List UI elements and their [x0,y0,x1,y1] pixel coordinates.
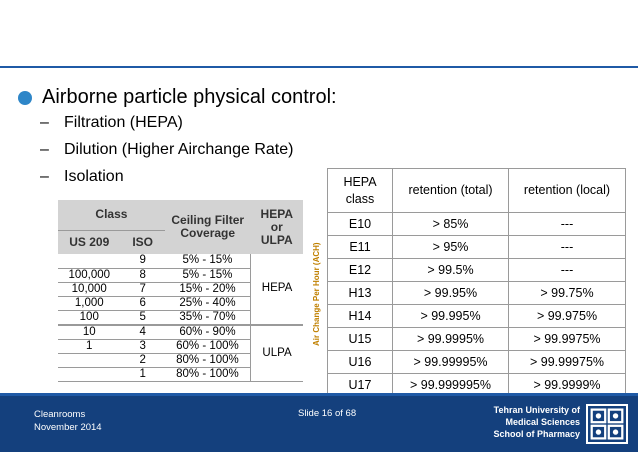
cell-coverage: 60% - 100% [165,339,251,353]
cell-class: H14 [328,305,393,328]
header-class: Class [58,200,165,230]
sub-bullet-dilution [40,141,293,159]
cell-total: > 99.995% [393,305,509,328]
cell-total: > 99.99995% [393,351,509,374]
cell-iso: 6 [121,296,165,310]
cell-local: --- [509,259,626,282]
table-row [328,328,626,351]
cell-total: > 99.9995% [393,328,509,351]
cell-us209: 10,000 [58,282,121,296]
header-ceiling-coverage: Ceiling Filter Coverage [165,200,251,254]
cell-total: > 99.5% [393,259,509,282]
cell-coverage: 35% - 70% [165,310,251,325]
cell-us209: 1 [58,339,121,353]
main-bullet-text: Airborne particle physical control: [42,86,337,108]
cell-us209: 100 [58,310,121,325]
cell-iso: 4 [121,325,165,340]
cell-us209: 10 [58,325,121,340]
cell-class: E12 [328,259,393,282]
cell-total: > 99.999995% [393,374,509,397]
hepa-class-table [327,168,626,397]
institution-line-3: School of Pharmacy [493,429,580,439]
table-row [328,259,626,282]
footer-institution [493,404,580,440]
bullet-dot-icon [18,91,32,105]
cell-local: > 99.975% [509,305,626,328]
title-divider [0,66,638,68]
cell-coverage: 25% - 40% [165,296,251,310]
ach-axis-label-text: Air Change Per Hour (ACH) [312,242,321,346]
cell-iso: 2 [121,353,165,367]
cell-total: > 85% [393,213,509,236]
cell-class: U16 [328,351,393,374]
table-row [328,351,626,374]
cell-iso: 3 [121,339,165,353]
header-hepa-ulpa: HEPA or ULPA [251,200,303,254]
cell-iso: 5 [121,310,165,325]
cell-us209 [58,353,121,367]
cell-local: --- [509,213,626,236]
table-row [328,236,626,259]
dash: – [40,168,49,185]
group-hepa: HEPA [251,254,303,325]
cell-class: E10 [328,213,393,236]
header-retention-local: retention (local) [509,169,626,213]
table-header-row [58,200,303,230]
slide-number: Slide 16 of 68 [298,408,357,419]
sub-bullet-text: Dilution (Higher Airchange Rate) [64,141,294,158]
sub-bullet-filtration [40,114,183,132]
sub-bullet-text: Filtration (HEPA) [64,114,183,131]
header-us209: US 209 [58,230,121,254]
cell-local: --- [509,236,626,259]
cell-local: > 99.9975% [509,328,626,351]
table-row [58,325,303,340]
cleanroom-class-table [58,200,303,382]
cell-local: > 99.99975% [509,351,626,374]
ach-axis-label [312,236,326,346]
cell-coverage: 80% - 100% [165,367,251,381]
cell-coverage: 60% - 90% [165,325,251,340]
cell-us209: 1,000 [58,296,121,310]
cell-class: E11 [328,236,393,259]
cell-iso: 8 [121,268,165,282]
cell-local: > 99.9999% [509,374,626,397]
cell-class: H13 [328,282,393,305]
cell-coverage: 15% - 20% [165,282,251,296]
table-row [328,213,626,236]
cell-iso: 1 [121,367,165,381]
table-row [328,282,626,305]
cell-local: > 99.75% [509,282,626,305]
header-retention-total: retention (total) [393,169,509,213]
table-row [328,305,626,328]
sub-bullet-isolation [40,168,124,186]
header-iso: ISO [121,230,165,254]
footer-date: November 2014 [34,422,102,433]
slide-footer [0,396,638,452]
institution-line-1: Tehran University of [493,405,580,415]
cell-coverage: 5% - 15% [165,254,251,268]
cell-us209 [58,367,121,381]
cell-class: U15 [328,328,393,351]
cell-coverage: 5% - 15% [165,268,251,282]
group-ulpa: ULPA [251,325,303,382]
dash: – [40,141,49,158]
cell-total: > 99.95% [393,282,509,305]
footer-left [34,408,102,434]
main-bullet [18,86,337,109]
cell-us209: 100,000 [58,268,121,282]
cell-us209 [58,254,121,268]
institution-line-2: Medical Sciences [505,417,580,427]
cell-class: U17 [328,374,393,397]
cell-iso: 9 [121,254,165,268]
cell-coverage: 80% - 100% [165,353,251,367]
university-logo-icon [586,404,628,444]
dash: – [40,114,49,131]
footer-topic: Cleanrooms [34,409,86,420]
cell-total: > 95% [393,236,509,259]
table-row [58,254,303,268]
cell-iso: 7 [121,282,165,296]
header-hepa-class: HEPA class [328,169,393,213]
sub-bullet-text: Isolation [64,168,124,185]
table-header-row [328,169,626,213]
